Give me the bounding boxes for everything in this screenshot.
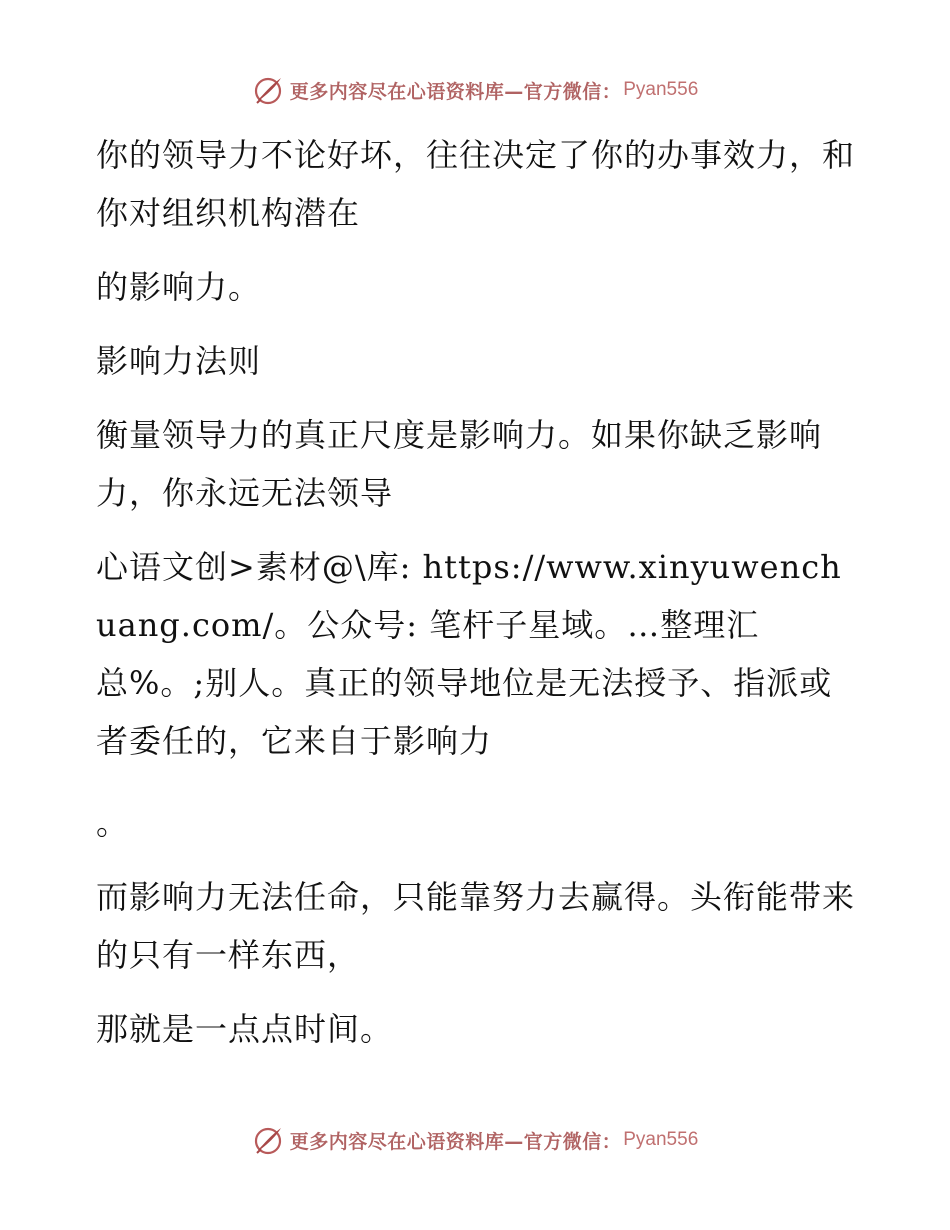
paragraph-7: 那就是一点点时间。 — [96, 1010, 394, 1048]
paragraph-2: 的影响力。 — [96, 268, 262, 306]
red-feather-pen-logo-icon — [252, 74, 284, 106]
section-heading: 影响力法则 — [96, 342, 262, 380]
wechat-id: Pyan556 — [623, 79, 699, 100]
wechat-id: Pyan556 — [623, 1129, 699, 1150]
paragraph-5: 。 — [96, 804, 130, 842]
paragraph-4: 心语文创>素材@\库: https://www.xinyuwenchuang.com/。公众号: 笔杆子星域。…整理汇总%。;别人。真正的领导地位是无法授予、指派或者委任的，它来自于影响力 — [96, 548, 842, 760]
footer-banner — [0, 1120, 950, 1160]
banner-text: 更多内容尽在心语资料库—官方微信： — [289, 80, 622, 103]
paragraph-6: 而影响力无法任命，只能靠努力去赢得。头衔能带来的只有一样东西， — [96, 878, 856, 974]
banner-text: 更多内容尽在心语资料库—官方微信： — [289, 1130, 622, 1153]
red-feather-pen-logo-icon — [252, 1124, 284, 1156]
paragraph-1: 你的领导力不论好坏，往往决定了你的办事效力，和你对组织机构潜在 — [96, 136, 856, 232]
document-body — [96, 126, 856, 1058]
header-banner — [0, 70, 950, 110]
paragraph-3: 衡量领导力的真正尺度是影响力。如果你缺乏影响力，你永远无法领导 — [96, 416, 823, 512]
